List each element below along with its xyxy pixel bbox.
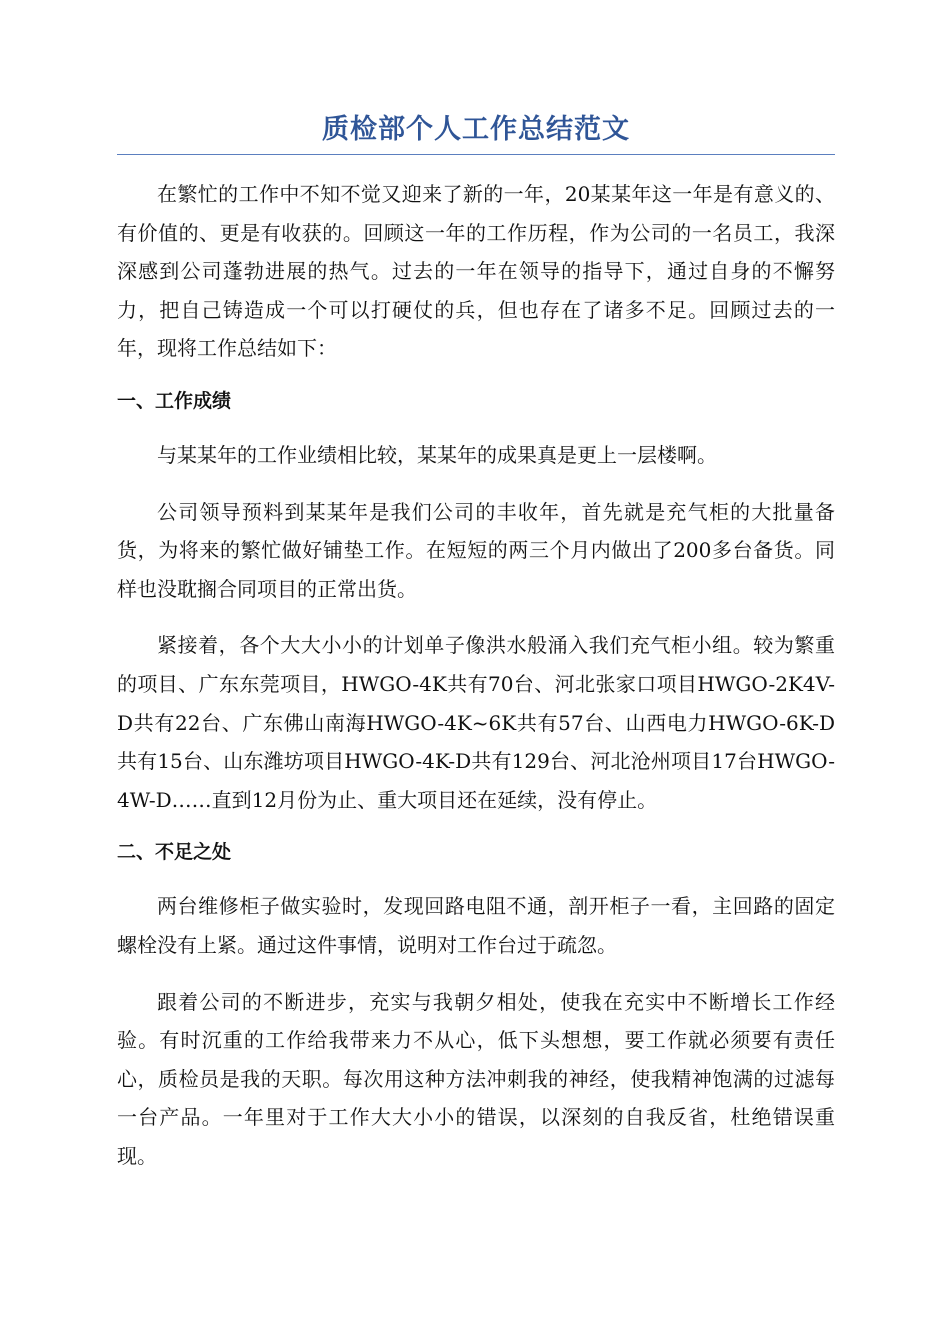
title-underline <box>117 154 835 155</box>
shortcomings-paragraph-1: 两台维修柜子做实验时，发现回路电阻不通，剖开柜子一看，主回路的固定螺栓没有上紧。通过这件事情，说明对工作台过于疏忽。 <box>117 894 835 957</box>
achievements-paragraph-3: 紧接着，各个大大小小的计划单子像洪水般涌入我们充气柜小组。较为繁重的项目、广东东莞项目，HWGO-4K共有70台、河北张家口项目HWGO-2K4V-D共有22台、广东佛山南海HWGO-4K~6K共有57台、山西电力HWGO-6K-D共有15台、山东潍坊项目HWGO-4K-D共有129台、河北沧州项目17台HWGO-4W-D……直到12月份为止、重大项目还在延续，没有停止。 <box>117 633 835 812</box>
document-title: 质检部个人工作总结范文 <box>322 114 630 145</box>
achievements-paragraph-2: 公司领导预料到某某年是我们公司的丰收年，首先就是充气柜的大批量备货，为将来的繁忙做好铺垫工作。在短短的两三个月内做出了200多台备货。同样也没耽搁合同项目的正常出货。 <box>117 499 835 601</box>
intro-paragraph: 在繁忙的工作中不知不觉又迎来了新的一年，20某某年这一年是有意义的、有价值的、更是有收获的。回顾这一年的工作历程，作为公司的一名员工，我深深感到公司蓬勃进展的热气。过去的一年在领导的指导下，通过自身的不懈努力，把自己铸造成一个可以打硬仗的兵，但也存在了诸多不足。回顾过去的一年，现将工作总结如下： <box>117 182 835 361</box>
section-heading-shortcomings: 二、不足之处 <box>117 841 232 864</box>
shortcomings-paragraph-2: 跟着公司的不断进步，充实与我朝夕相处，使我在充实中不断增长工作经验。有时沉重的工作给我带来力不从心，低下头想想，要工作就必须要有责任心，质检员是我的天职。每次用这种方法冲刺我的神经，使我精神饱满的过滤每一台产品。一年里对于工作大大小小的错误，以深刻的自我反省，杜绝错误重现。 <box>117 989 835 1168</box>
section-heading-achievements: 一、工作成绩 <box>117 389 232 412</box>
document-page <box>117 110 835 1193</box>
achievements-paragraph-1: 与某某年的工作业绩相比较，某某年的成果真是更上一层楼啊。 <box>157 442 717 467</box>
